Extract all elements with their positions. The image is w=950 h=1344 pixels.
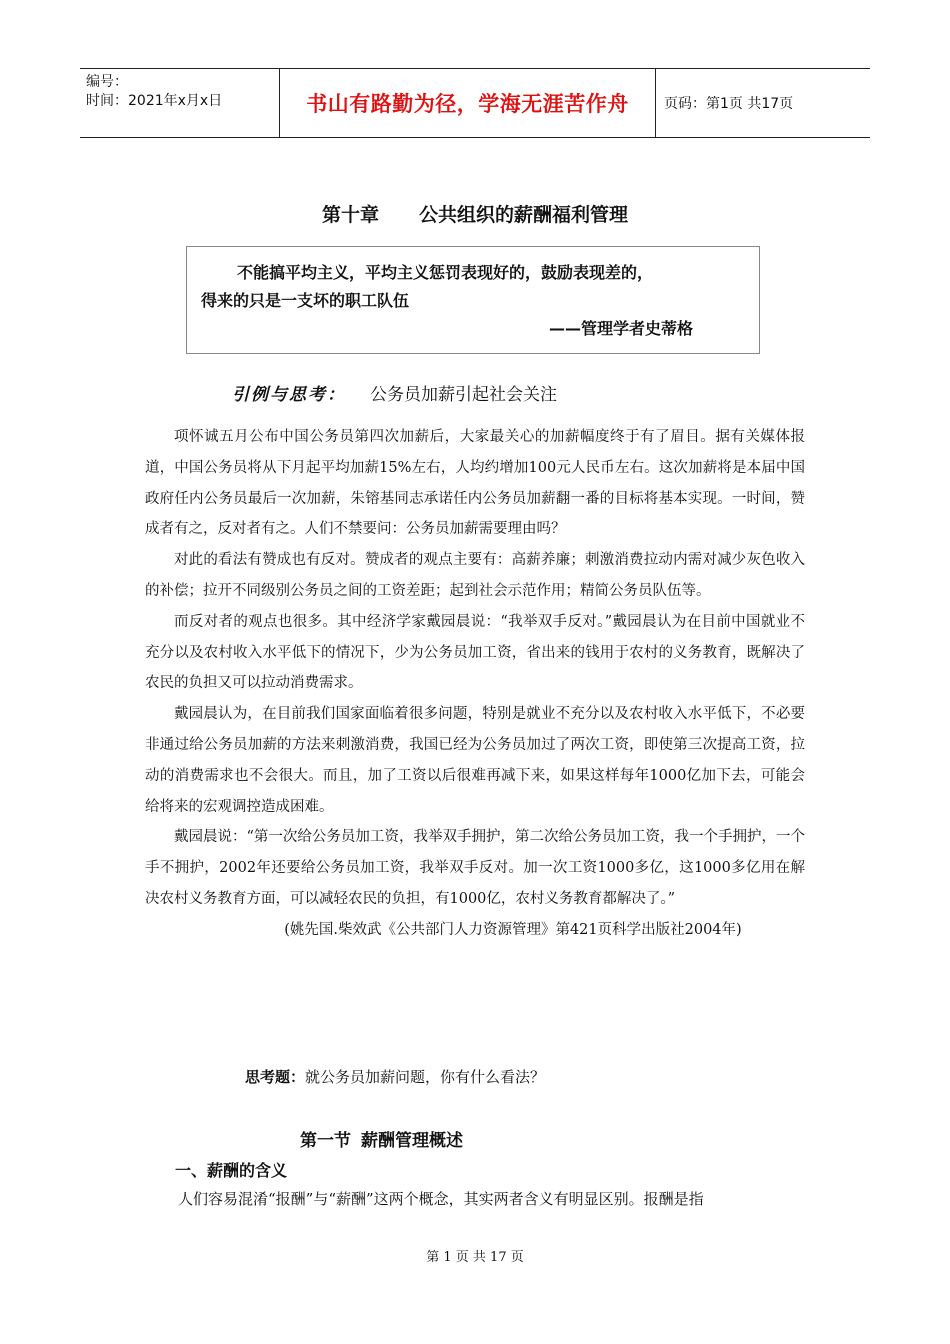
- page-header: [80, 68, 870, 138]
- quote-line-2: 得来的只是一支坏的职工队伍: [201, 291, 410, 310]
- paragraph: 项怀诚五月公布中国公务员第四次加薪后，大家最关心的加薪幅度终于有了眉目。据有关媒体报道，中国公务员将从下月起平均加薪15%左右，人均约增加100元人民币左右。这次加薪将是本届中国政府任内公务员最后一次加薪，朱镕基同志承诺任内公务员加薪翻一番的目标将基本实现。一时间，赞成者有之，反对者有之。人们不禁要问：公务员加薪需要理由吗？: [145, 429, 805, 538]
- paragraph: 戴园晨认为，在目前我们国家面临着很多问题，特别是就业不充分以及农村收入水平低下，不必要非通过给公务员加薪的方法来刺激消费，我国已经为公务员加过了两次工资，即使第三次提高工资，拉动的消费需求也不会很大。而且，加了工资以后很难再减下来，如果这样每年1000亿加下去，可能会给将来的宏观调控造成困难。: [145, 706, 805, 815]
- section-heading: [300, 1126, 463, 1151]
- body-text-continued: 人们容易混淆“报酬”与“薪酬”这两个概念，其实两者含义有明显区别。报酬是指: [178, 1190, 704, 1208]
- paragraph: 而反对者的观点也很多。其中经济学家戴园晨说：“我举双手反对。”戴园晨认为在目前中国就业不充分以及农村收入水平低下的情况下，少为公务员加工资，省出来的钱用于农村的义务教育，既解决了农民的负担又可以拉动消费需求。: [145, 613, 805, 692]
- think-text: 就公务员加薪问题，你有什么看法？: [305, 1068, 546, 1086]
- case-title: 公务员加薪引起社会关注: [370, 385, 557, 405]
- page-footer: 第 1 页 共 17 页: [426, 1250, 524, 1265]
- number-label: 编号：: [86, 74, 128, 90]
- quote-box: [186, 246, 760, 354]
- chapter-name: 公共组织的薪酬福利管理: [419, 204, 629, 226]
- paragraph: 戴园晨说：“第一次给公务员加工资，我举双手拥护，第二次给公务员加工资，我一个手拥护，一个手不拥护，2002年还要给公务员加工资，我举双手反对。加一次工资1000多亿，这1000多亿用在解决农村义务教育方面，可以减轻农民的负担，有1000亿，农村义务教育都解决了。”: [145, 829, 805, 907]
- time-label: 时间：2021年x月x日: [86, 93, 223, 109]
- section-title: 薪酬管理概述: [361, 1131, 463, 1151]
- case-heading: [232, 380, 557, 405]
- quote-author: ——管理学者史蒂格: [548, 319, 693, 338]
- case-lead: 引例与思考：: [232, 385, 346, 405]
- chapter-title: [0, 200, 950, 227]
- paragraph: 对此的看法有赞成也有反对。赞成者的观点主要有：高薪养廉；刺激消费拉动内需对减少灰色收入的补偿；拉开不同级别公务员之间的工资差距；起到社会示范作用；精简公务员队伍等。: [145, 552, 805, 599]
- quote-line-1: 不能搞平均主义，平均主义惩罚表现好的，鼓励表现差的，: [237, 263, 654, 282]
- case-body: [145, 422, 805, 946]
- think-question: [245, 1066, 545, 1087]
- header-motto: 书山有路勤为径，学海无涯苦作舟: [280, 69, 656, 137]
- section-number: 第一节: [300, 1131, 351, 1151]
- subsection-heading: 一、薪酬的含义: [175, 1161, 288, 1180]
- think-label: 思考题：: [245, 1068, 306, 1086]
- header-page-info: 页码：第1页 共17页: [664, 96, 794, 112]
- header-meta: [80, 69, 280, 137]
- source-citation: (姚先国.柴效武《公共部门人力资源管理》第421页科学出版社2004年): [284, 921, 742, 938]
- chapter-number: 第十章: [321, 204, 379, 226]
